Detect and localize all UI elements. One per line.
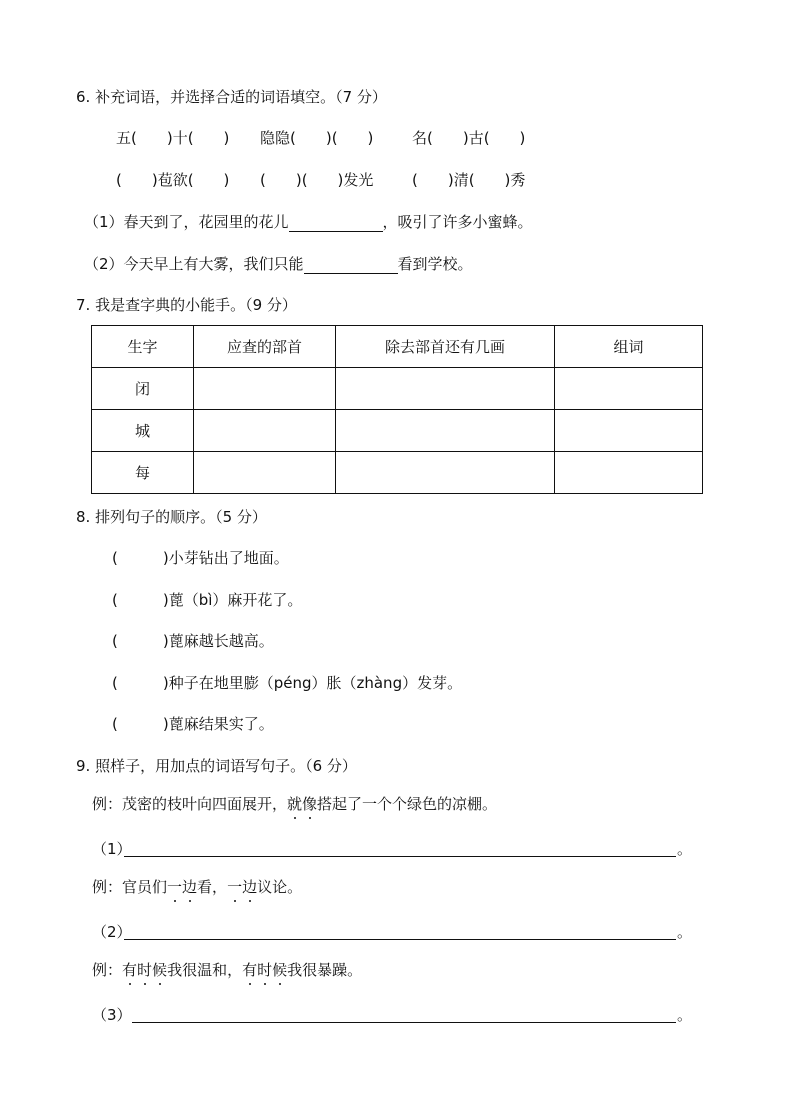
table-row <box>92 452 703 494</box>
q6-sentence-2-pre: （2）今天早上有大雾，我们只能 <box>84 255 304 273</box>
q9-answer-line-3[interactable] <box>132 1022 676 1023</box>
ex1-dotted-char: 像 <box>302 795 318 813</box>
q6-blank-1[interactable] <box>289 215 383 232</box>
q9-answer-label-1: （1） <box>92 840 132 858</box>
ex1-post: 搭起了一个个绿色的凉棚。 <box>317 795 498 813</box>
answer-cell[interactable] <box>555 452 703 494</box>
dictionary-table <box>91 325 703 494</box>
q6-title: 6. 补充词语，并选择合适的词语填空。（7 分） <box>76 88 387 106</box>
answer-cell[interactable] <box>336 368 555 410</box>
ex3-pre: 例： <box>92 961 123 979</box>
table-row <box>92 368 703 410</box>
q6-sentence-1 <box>84 212 533 232</box>
q7-title: 7. 我是查字典的小能手。（9 分） <box>76 296 297 314</box>
q6-word-6: ( )清( )秀 <box>412 171 526 189</box>
table-header-row <box>92 326 703 368</box>
answer-cell[interactable] <box>555 368 703 410</box>
char-cell: 每 <box>92 452 194 494</box>
q6-sentence-1-post: ，吸引了许多小蜜蜂。 <box>382 213 533 231</box>
ex1-pre: 例：茂密的枝叶向四面展开， <box>92 795 288 813</box>
q6-word-3: 名( )古( ) <box>412 129 526 147</box>
ex3-dotted-char: 候 <box>152 961 168 979</box>
ex3-dotted-char: 时 <box>257 961 273 979</box>
ex2-dotted-char: 边 <box>242 878 258 896</box>
answer-cell[interactable] <box>336 452 555 494</box>
q9-answer-label-2: （2） <box>92 923 132 941</box>
q8-item-3: ( )蓖麻越长越高。 <box>112 632 274 650</box>
q8-item-4: ( )种子在地里膨（péng）胀（zhàng）发芽。 <box>112 674 463 692</box>
header-char: 生字 <box>92 326 194 368</box>
q6-sentence-1-pre: （1）春天到了，花园里的花儿 <box>84 213 289 231</box>
q8-item-2: ( )蓖（bì）麻开花了。 <box>112 591 303 609</box>
header-strokes: 除去部首还有几画 <box>336 326 555 368</box>
q9-answer-label-3: （3） <box>92 1006 132 1024</box>
ex2-dotted-char: 边 <box>182 878 198 896</box>
q9-title: 9. 照样子，用加点的词语写句子。（6 分） <box>76 757 357 775</box>
q6-blank-2[interactable] <box>304 257 398 274</box>
ex3-post: 我很暴躁。 <box>287 961 363 979</box>
q6-word-5: ( )( )发光 <box>260 171 374 189</box>
ex2-post: 议论。 <box>257 878 303 896</box>
ex2-mid: 看， <box>197 878 228 896</box>
q8-item-1: ( )小芽钻出了地面。 <box>112 549 289 567</box>
q6-sentence-2 <box>84 254 473 274</box>
q9-period-3: 。 <box>677 1006 693 1024</box>
q6-word-4: ( )苞欲( ) <box>116 171 230 189</box>
ex3-dotted-char: 候 <box>272 961 288 979</box>
char-cell: 闭 <box>92 368 194 410</box>
table-row <box>92 410 703 452</box>
ex3-dotted-char: 时 <box>137 961 153 979</box>
answer-cell[interactable] <box>194 410 336 452</box>
answer-cell[interactable] <box>555 410 703 452</box>
ex3-dotted-char: 有 <box>242 961 258 979</box>
q9-period-2: 。 <box>677 923 693 941</box>
q8-title: 8. 排列句子的顺序。（5 分） <box>76 508 267 526</box>
q9-example-3 <box>92 960 362 980</box>
q6-word-1: 五( )十( ) <box>116 129 230 147</box>
ex1-dotted-char: 就 <box>287 795 303 813</box>
ex2-dotted-char: 一 <box>167 878 183 896</box>
answer-cell[interactable] <box>194 368 336 410</box>
ex2-dotted-char: 一 <box>227 878 243 896</box>
q9-period-1: 。 <box>677 840 693 858</box>
ex2-pre: 例：官员们 <box>92 878 168 896</box>
q9-example-2 <box>92 877 302 897</box>
q9-answer-line-2[interactable] <box>124 939 676 940</box>
q6-sentence-2-post: 看到学校。 <box>397 255 473 273</box>
q9-answer-line-1[interactable] <box>124 856 676 857</box>
char-cell: 城 <box>92 410 194 452</box>
q8-item-5: ( )蓖麻结果实了。 <box>112 715 274 733</box>
header-radical: 应查的部首 <box>194 326 336 368</box>
q6-word-2: 隐隐( )( ) <box>260 129 374 147</box>
ex3-mid: 我很温和， <box>167 961 243 979</box>
ex3-dotted-char: 有 <box>122 961 138 979</box>
answer-cell[interactable] <box>336 410 555 452</box>
header-words: 组词 <box>555 326 703 368</box>
answer-cell[interactable] <box>194 452 336 494</box>
q9-example-1 <box>92 794 497 814</box>
